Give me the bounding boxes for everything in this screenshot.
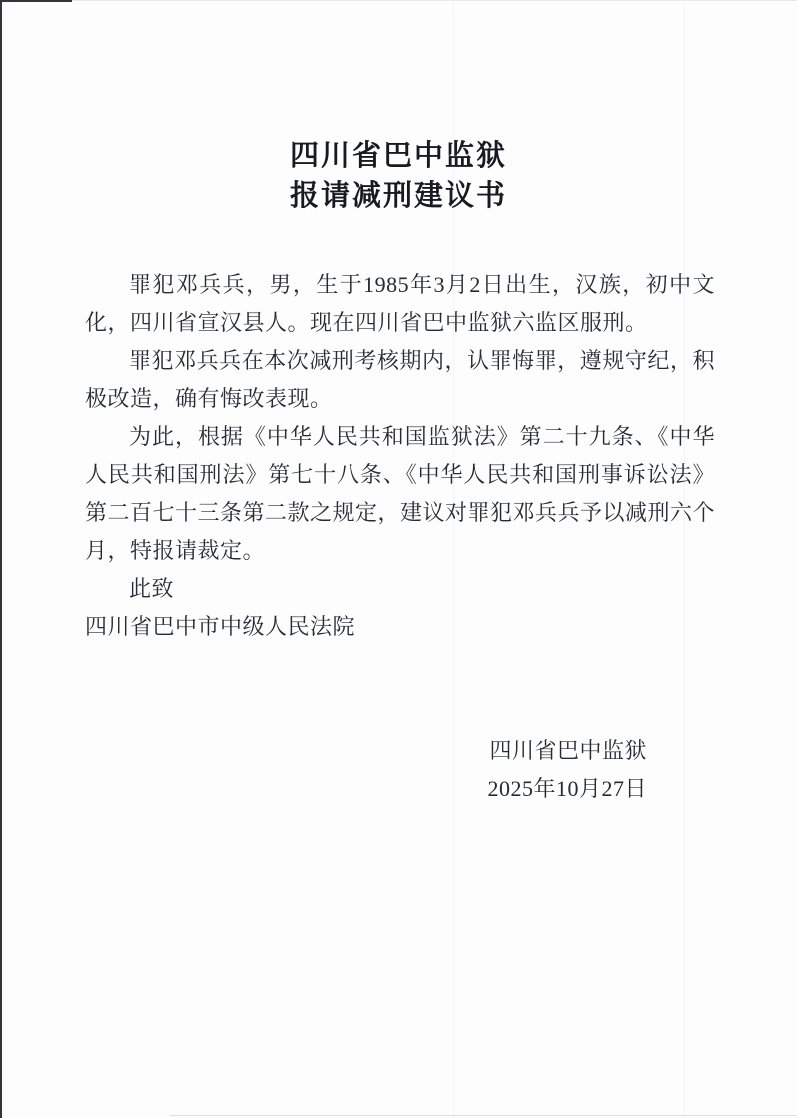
scan-seam-line: [684, 0, 685, 1118]
document-title-type: 报请减刑建议书: [289, 180, 507, 212]
document-title-organization: 四川省巴中监狱: [289, 140, 507, 172]
paragraph-offender-info: 罪犯邓兵兵，男，生于1985年3月2日出生，汉族，初中文化，四川省宣汉县人。现在四川省巴中监狱六监区服刑。: [85, 272, 715, 335]
paragraph-legal-basis: 为此，根据《中华人民共和国监狱法》第二十九条、《中华人民共和国刑法》第七十八条、《中华人民共和国刑事诉讼法》第二百七十三条第二款之规定，建议对罪犯邓兵兵予以减刑六个月，特报请裁定。: [85, 424, 716, 563]
scan-edge-left: [0, 0, 2, 1118]
recipient-court: 四川省巴中市中级人民法院: [85, 614, 356, 639]
scan-seam-line: [453, 0, 454, 1118]
signature-organization: 四川省巴中监狱: [489, 738, 647, 763]
scan-edge-top: [0, 0, 72, 2]
document-body: [85, 266, 715, 808]
scan-edge-bottom: [170, 1115, 797, 1116]
salutation: 此致: [129, 576, 175, 601]
paragraph-performance-assessment: 罪犯邓兵兵在本次减刑考核期内，认罪悔罪，遵规守纪，积极改造，确有悔改表现。: [85, 348, 715, 411]
document-title: [0, 136, 797, 216]
scan-edge-top-faint: [72, 0, 797, 1]
signature-block: [85, 732, 715, 808]
signature-date: 2025年10月27日: [487, 776, 647, 801]
